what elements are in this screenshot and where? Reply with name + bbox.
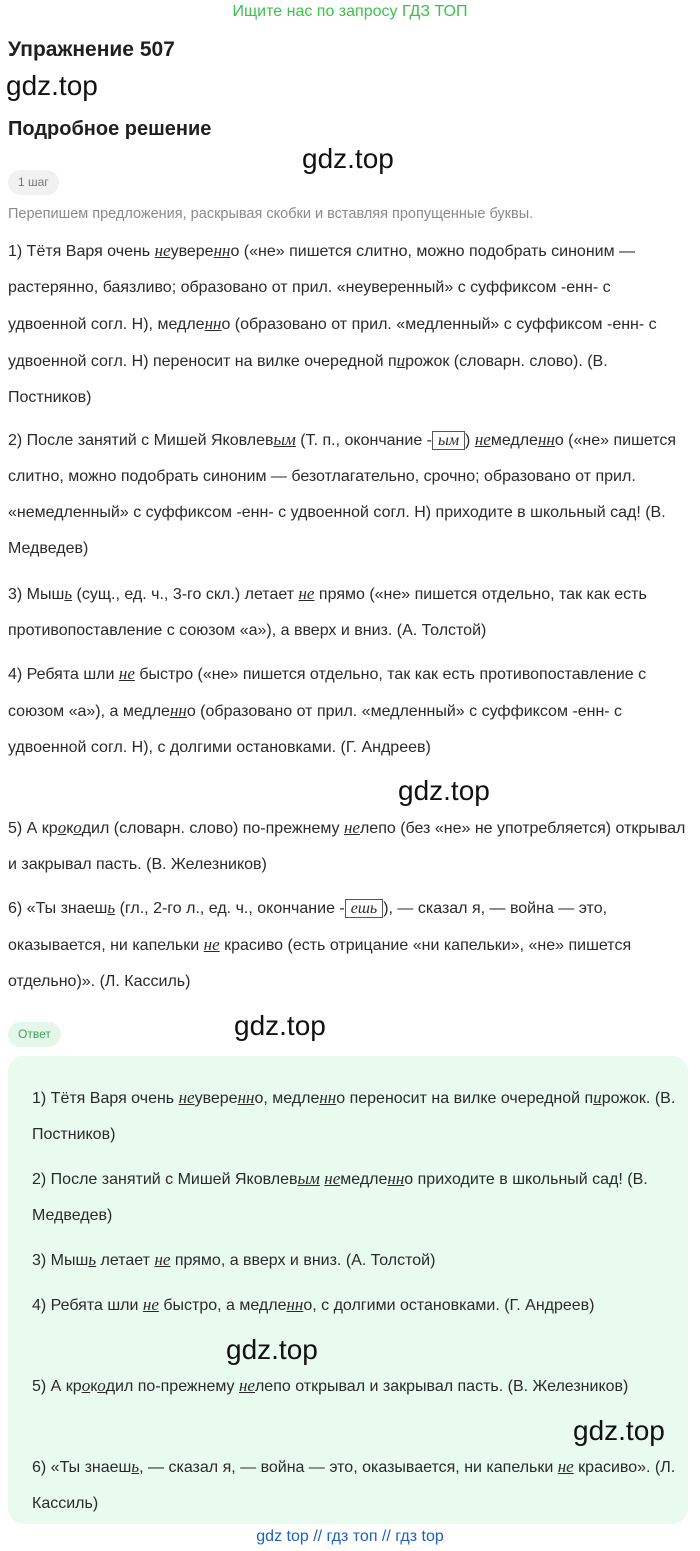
- answer-item-6: 6) «Ты знаешь, — сказал я, — война — это, оказывается, ни капельки не красиво». (Л. Кассиль): [32, 1457, 676, 1512]
- solution-paragraph-2: 2) После занятий с Мишей Яковлевым (Т. п., окончание - ым ) немедленно («не» пишется слитно, можно подобрать синоним — безотлагательно, срочно; образовано от прил. «немедленный» с суффиксом -енн- с удвоенной согл. Н) приходите в школьный сад! (В. Медведев): [8, 430, 677, 557]
- search-banner[interactable]: Ищите нас по запросу ГДЗ ТОП: [232, 3, 468, 20]
- watermark-text: gdz.top: [226, 1334, 318, 1365]
- answer-item-1: 1) Тётя Варя очень неуверенно, медленно переносит на вилке очередной пирожок. (В. Постников): [32, 1088, 676, 1143]
- answer-item-3: 3) Мышь летает не прямо, а вверх и вниз. (А. Толстой): [32, 1250, 436, 1269]
- section-title: Подробное решение: [8, 118, 212, 140]
- answer-item-2: 2) После занятий с Мишей Яковлевым немедленно приходите в школьный сад! (В. Медведев): [32, 1169, 648, 1224]
- watermark-text: gdz.top: [302, 143, 394, 174]
- solution-paragraph-5: 5) А крокодил (словарн. слово) по-прежнему нелепо (без «не» не употребляется) открывал и закрывал пасть. (В. Железников): [8, 818, 686, 873]
- footer-links[interactable]: gdz top // гдз топ // гдз top: [256, 1528, 444, 1545]
- step-badge: 1 шаг: [8, 170, 59, 195]
- watermark-text: gdz.top: [234, 1010, 326, 1041]
- solution-paragraph-4: 4) Ребята шли не быстро («не» пишется отдельно, так как есть противопоставление с союзом «а»), а медленно (образовано от прил. «медленный» с суффиксом -енн- с удвоенной согл. Н), с долгими остановками. (Г. Андреев): [8, 664, 647, 756]
- answer-item-5: 5) А крокодил по-прежнему нелепо открывал и закрывал пасть. (В. Железников): [32, 1376, 629, 1395]
- intro-text: Перепишем предложения, раскрывая скобки и вставляя пропущенные буквы.: [8, 206, 534, 222]
- watermark-text: gdz.top: [398, 775, 490, 806]
- answer-badge: Ответ: [8, 1022, 61, 1047]
- watermark-text: gdz.top: [573, 1415, 665, 1446]
- solution-paragraph-6: 6) «Ты знаешь (гл., 2-го л., ед. ч., окончание - ешь ), — сказал я, — война — это, оказывается, ни капельки не красиво (есть отрицание «ни капельки», «не» пишется отдельно)». (Л. Кассиль): [8, 898, 632, 990]
- solution-paragraph-1: 1) Тётя Варя очень неуверенно («не» пишется слитно, можно подобрать синоним — растерянно, баязливо; образовано от прил. «неуверенный» с суффиксом -енн- с удвоенной согл. Н), медленно (образовано от прил. «медленный» с суффиксом -енн- с удвоенной согл. Н) переносит на вилке очередной пирожок (словарн. слово). (В. Постников): [8, 241, 657, 406]
- solution-paragraph-3: 3) Мышь (сущ., ед. ч., 3-го скл.) летает не прямо («не» пишется отдельно, так как есть противопоставление с союзом «а»), а вверх и вниз. (А. Толстой): [8, 584, 647, 639]
- answer-item-4: 4) Ребята шли не быстро, а медленно, с долгими остановками. (Г. Андреев): [32, 1295, 595, 1314]
- page-title: Упражнение 507: [8, 38, 175, 61]
- watermark-text: gdz.top: [6, 70, 98, 101]
